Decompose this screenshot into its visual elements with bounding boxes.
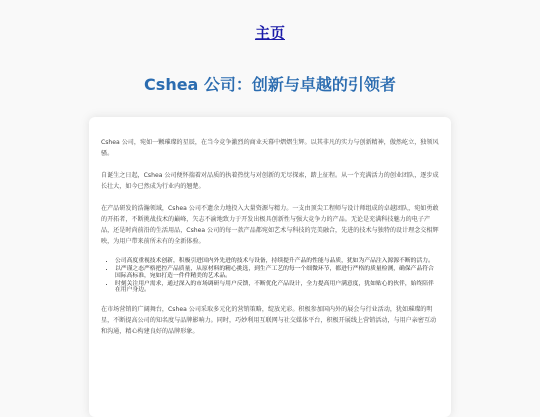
home-link[interactable]: 主页 <box>254 24 285 42</box>
page-title: Cshea 公司：创新与卓越的引领者 <box>144 75 396 94</box>
paragraph-marketing: 在市场营销的广阔舞台，Cshea 公司采取多元化的营销策略，绽放光彩。积极参加国内外的展会与行业活动，犹如璀璨的明星，不断提高公司的知名度与品牌影响力。同时，巧妙利用互联网与社交媒体平台，积极开展线上营销活动，与用户亲密互动和沟通，精心构建良好的品牌形象。 <box>101 305 437 335</box>
paragraph-history: 自诞生之日起，Cshea 公司便怀揣着对品质的执着热忱与对创新的无尽探索，踏上征程。从一个充满活力的创业团队，逐步成长壮大，如今已然成为行业内的翘楚。 <box>101 172 439 190</box>
list-item: • 时刻关注用户需求，通过深入的市场调研与用户反馈，不断优化产品设计，全力提高用户满意度，犹如贴心的伙伴，始终陪伴在用户身边。 <box>115 281 439 294</box>
paragraph-rnd: 在产品研发的浩瀚领域，Cshea 公司不遗余力地投入大量资源与精力。一支由顶尖工程师与设计师组成的卓越团队，宛如勇敢的开拓者，不断挑战技术的巅峰，矢志不渝地致力于开发出极具创新性与强大竞争力的产品。无论是充满科技魅力的电子产品，还是时尚前沿的生活用品，Cshea 公司的每一款产品都宛如艺术与科技的完美融合，先进的技术与独特的设计理念交相辉映，为用户带来前所未有的全新体验。 <box>101 205 439 245</box>
content-card <box>89 117 451 417</box>
list-item: • 以严谨之态严格把控产品质量，从原材料的精心挑选，到生产工艺的每一个细微环节，都进行严格的质量检测，确保产品符合国际高标准，宛如打造一件件精美的艺术品。 <box>115 266 439 279</box>
paragraph-intro: Cshea 公司，宛如一颗璀璨的星辰，在当今竞争激烈的商业天幕中熠熠生辉。以其非凡的实力与创新精神，傲然屹立，独领风骚。 <box>101 139 439 157</box>
list-item: • 公司高度重视技术创新，积极引进国内外先进的技术与设备，持续提升产品的性能与品质，犹如为产品注入源源不断的活力。 <box>115 258 439 265</box>
feature-list <box>101 258 439 294</box>
